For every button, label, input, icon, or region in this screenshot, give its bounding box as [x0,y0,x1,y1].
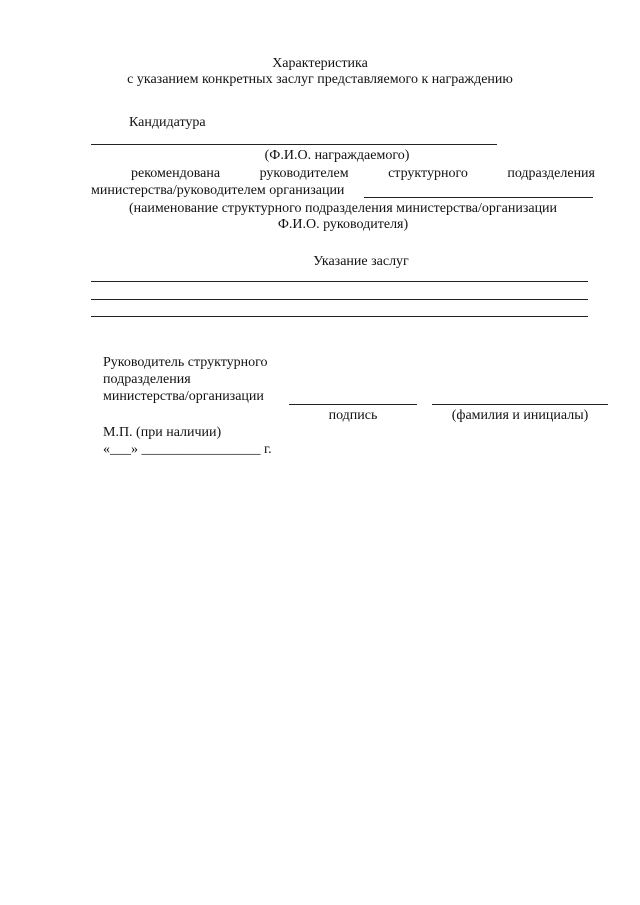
org-caption-line-1: (наименование структурного подразделения министерства/организации [128,201,558,216]
signer-line-2: подразделения [103,372,191,387]
word-4: подразделения [507,166,595,181]
candidate-name-line[interactable] [91,144,497,145]
recommended-line-1 [131,166,595,182]
org-head-line[interactable] [364,197,593,198]
document-title: Характеристика [272,56,368,71]
word-3: структурного [388,166,468,181]
document-subtitle: с указанием конкретных заслуг представляемого к награждению [127,72,513,87]
org-caption-line-2: Ф.И.О. руководителя) [277,217,409,232]
stamp-note: М.П. (при наличии) [103,425,222,440]
fio-caption: (Ф.И.О. награждаемого) [264,148,410,163]
recommended-line-2: министерства/руководителем организации [91,183,345,198]
signature-caption: подпись [328,408,378,423]
merits-heading: Указание заслуг [313,254,409,269]
signature-line[interactable] [289,404,417,405]
date-line: «___» _________________ г. [103,442,272,457]
word-1: рекомендована [131,166,221,181]
signer-line-3: министерства/организации [103,389,264,404]
merits-line-2[interactable] [91,299,588,300]
candidacy-label: Кандидатура [129,115,206,130]
merits-line-1[interactable] [91,281,588,282]
name-line[interactable] [432,404,608,405]
word-2: руководителем [259,166,349,181]
merits-line-3[interactable] [91,316,588,317]
signer-line-1: Руководитель структурного [103,355,268,370]
name-caption: (фамилия и инициалы) [451,408,589,423]
